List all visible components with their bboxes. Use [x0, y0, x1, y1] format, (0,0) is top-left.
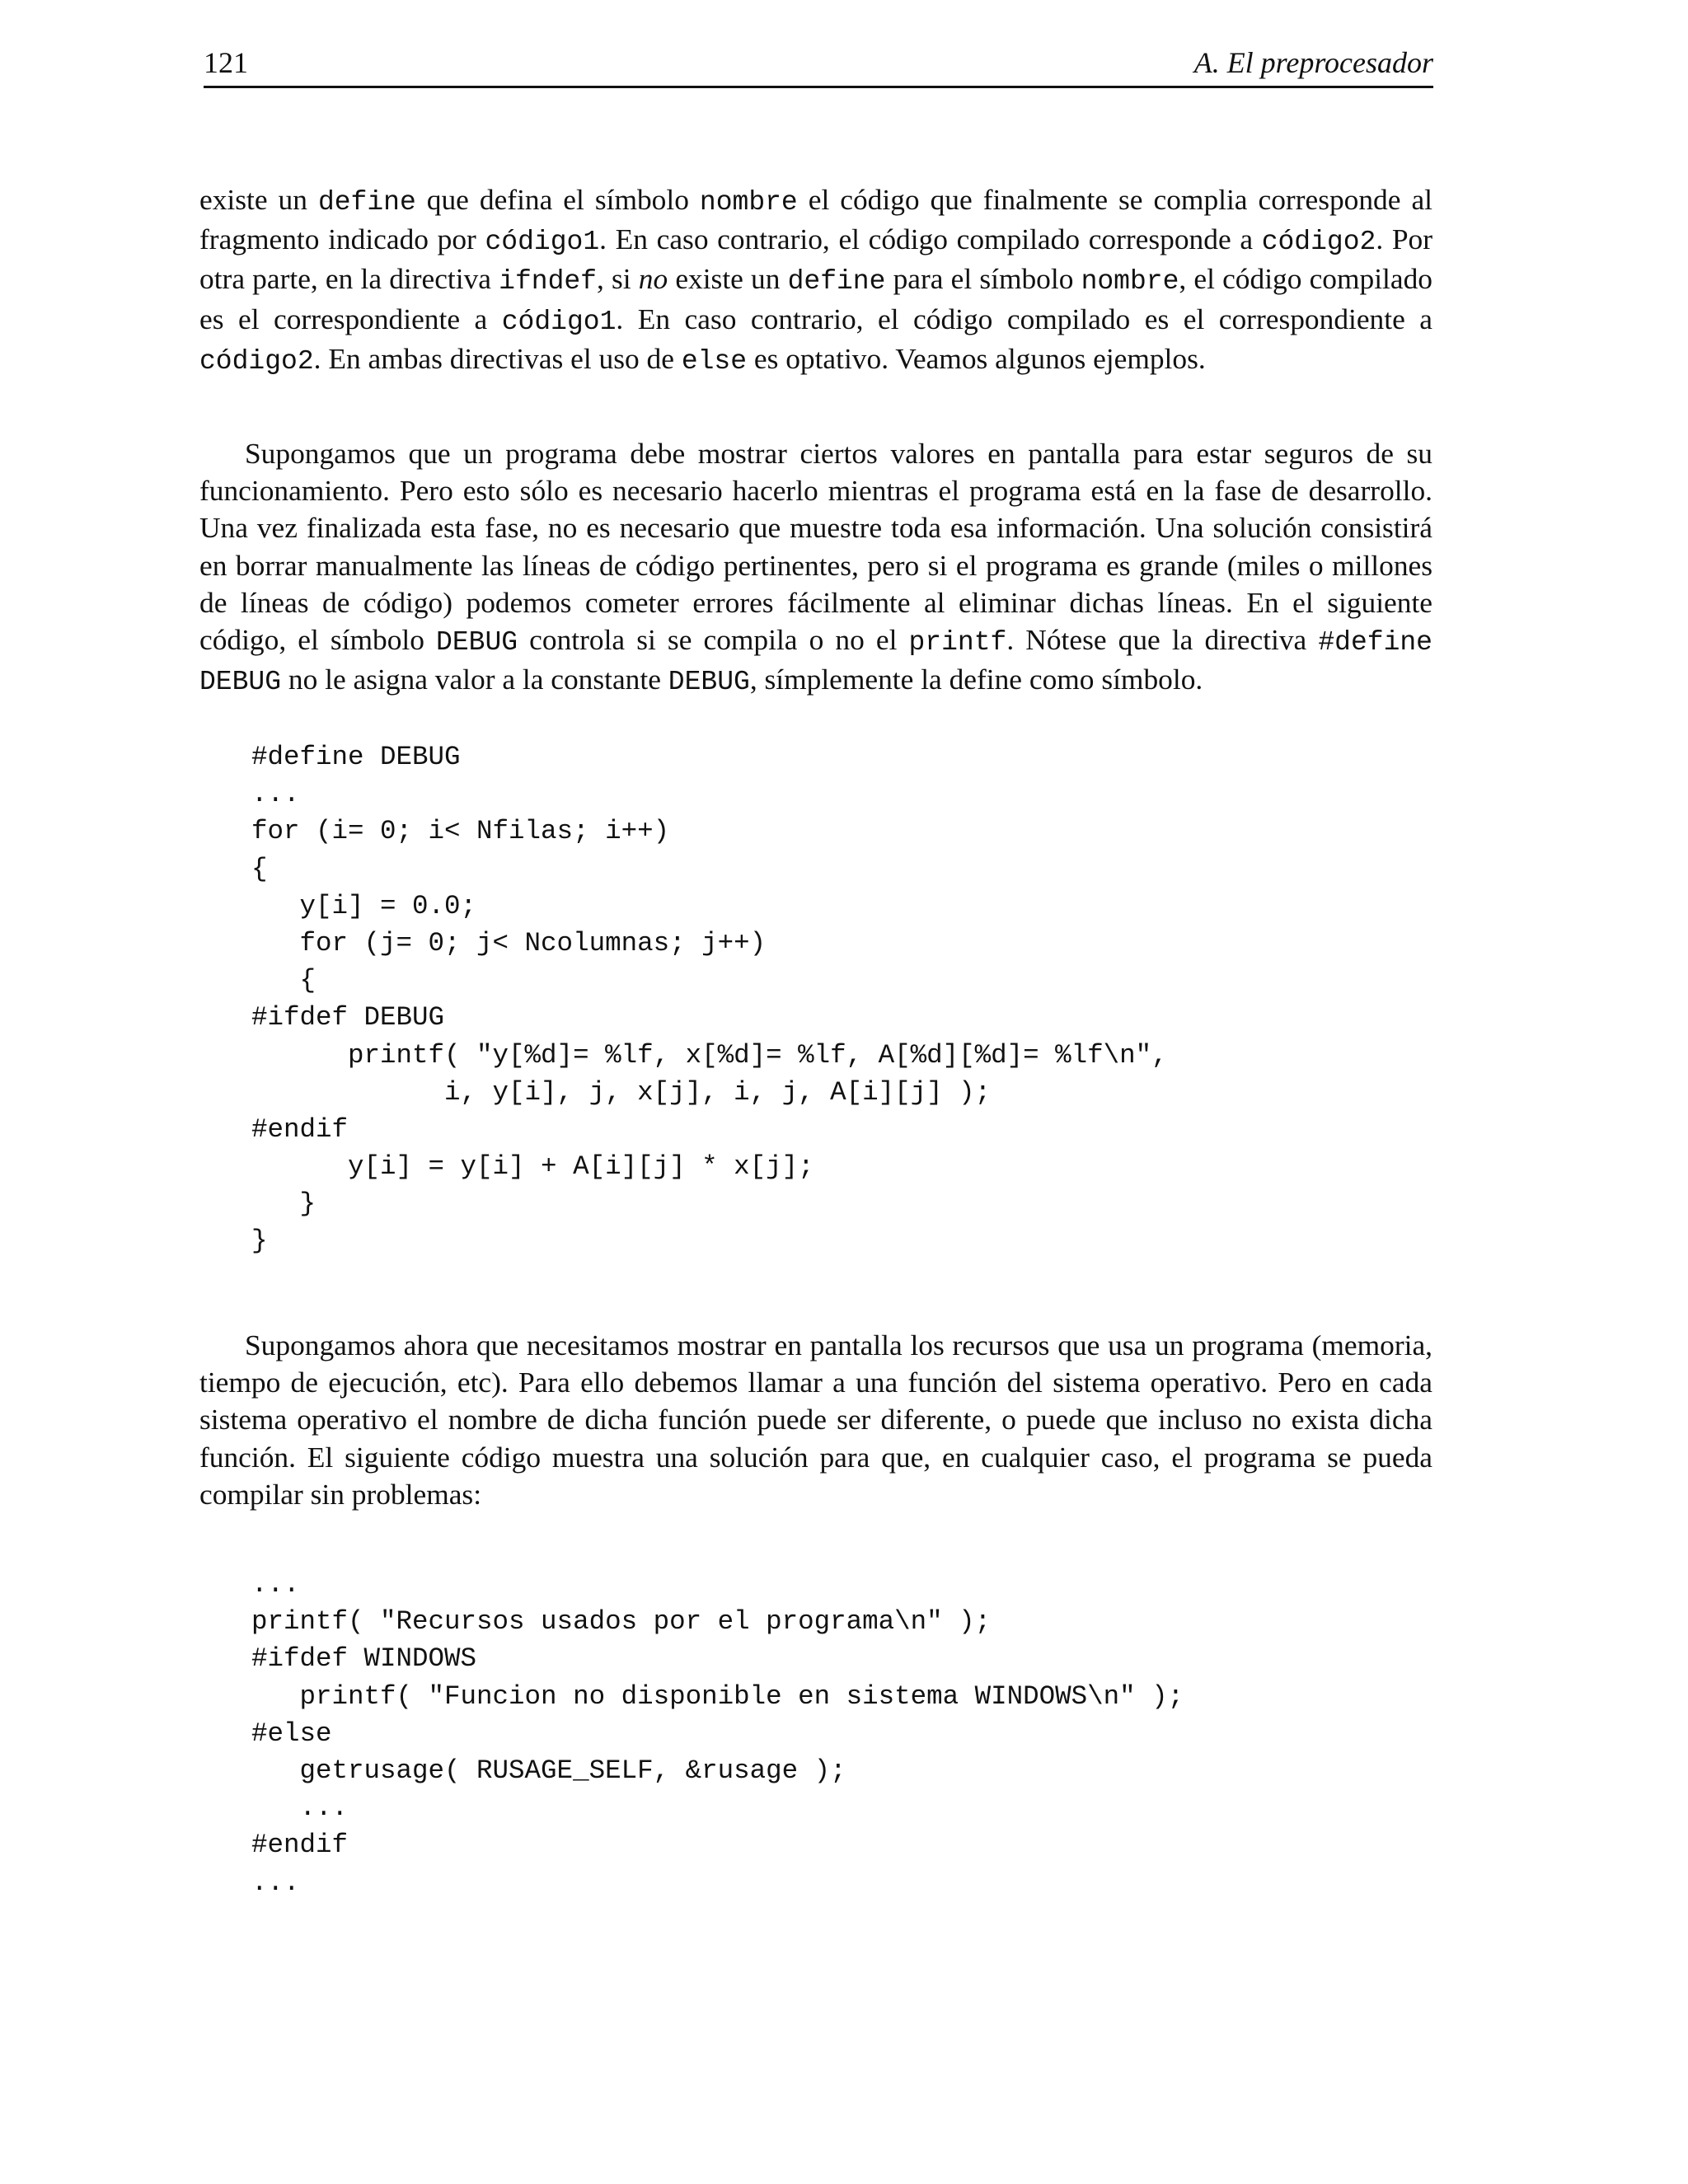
text-run: es optativo. Veamos algunos ejemplos.: [747, 341, 1206, 375]
body-paragraph: [199, 435, 1432, 701]
text-run: existe un: [199, 183, 318, 216]
inline-code: código1: [485, 227, 600, 258]
text-run: . En ambas directivas el uso de: [313, 341, 682, 375]
body-paragraph: [199, 181, 1432, 380]
text-run: controla si se compila o no el: [518, 623, 909, 657]
code-line: y[i] = 0.0;: [251, 890, 477, 921]
code-line: getrusage( RUSAGE_SELF, &rusage );: [251, 1755, 846, 1786]
inline-code: DEBUG: [436, 627, 518, 658]
code-line: printf( "Funcion no disponible en sistema WINDOWS\n" );: [251, 1680, 1184, 1712]
code-line: i, y[i], j, x[j], i, j, A[i][j] );: [251, 1076, 992, 1108]
text-run: . En caso contrario, el código compilado es el correspondiente a: [616, 302, 1432, 335]
code-block: [251, 738, 1168, 1260]
inline-code: código1: [501, 306, 617, 337]
code-line: }: [251, 1226, 268, 1257]
code-line: ...: [251, 1793, 349, 1824]
inline-code: #define DEBUG: [199, 627, 1432, 698]
text-run: para el símbolo: [885, 262, 1081, 296]
text-run: el código que finalmente se complia corresponde al fragmento indicado por: [199, 183, 1432, 256]
inline-code: define: [787, 266, 886, 298]
code-line: printf( "Recursos usados por el programa\n" );: [251, 1606, 992, 1638]
inline-code: DEBUG: [668, 667, 750, 698]
inline-code: else: [681, 345, 748, 377]
code-line: ...: [251, 779, 300, 810]
text-run: . Por otra parte, en la directiva: [199, 223, 1433, 296]
inline-code: nombre: [1081, 266, 1179, 298]
page-header: [204, 46, 1433, 88]
code-line: #ifdef WINDOWS: [251, 1643, 477, 1675]
text-run: , si: [596, 262, 639, 296]
emphasis-text: no: [638, 262, 668, 296]
chapter-title: A. El preprocesador: [1193, 46, 1433, 79]
page-number: 121: [204, 46, 248, 79]
body-paragraph: [199, 1327, 1432, 1513]
text-run: no le asigna valor a la constante: [281, 663, 668, 696]
code-line: ...: [251, 1569, 300, 1600]
text-run: existe un: [668, 262, 788, 296]
text-run: , símplemente la define como símbolo.: [749, 663, 1203, 696]
inline-code: define: [317, 187, 416, 218]
code-line: for (i= 0; i< Nfilas; i++): [251, 816, 670, 847]
code-line: #else: [251, 1718, 332, 1749]
inline-code: printf: [908, 627, 1007, 658]
text-run: , el código compilado es el correspondiente a: [199, 262, 1432, 335]
code-line: ...: [251, 1867, 300, 1898]
text-run: que defina el símbolo: [415, 183, 700, 216]
text-run: Supongamos que un programa debe mostrar ciertos valores en pantalla para estar seguros de su funcionamiento. Pero esto sólo es necesario hacerlo mientras el programa está en la fase de desarrollo. Una vez finalizada esta fase, no es necesario que muestre toda esa información. Una solución consistirá en borrar manualmente las líneas de código pertinentes, pero si el programa es grande (miles o millones de líneas de código) podemos cometer errores fácilmente al eliminar dichas líneas. En el siguiente código, el símbolo: [199, 437, 1432, 657]
code-line: #endif: [251, 1830, 349, 1861]
code-line: #define DEBUG: [251, 742, 461, 772]
text-run: . Nótese que la directiva: [1006, 623, 1319, 657]
inline-code: código2: [1261, 227, 1376, 258]
text-run: Supongamos ahora que necesitamos mostrar en pantalla los recursos que usa un programa (memoria, tiempo de ejecución, etc). Para ello debemos llamar a una función del sistema operativo. Pero en cada sistema operativo el nombre de dicha función puede ser diferente, o puede que incluso no exista dicha función. El siguiente código muestra una solución para que, en cualquier caso, el programa se pueda compilar sin problemas:: [199, 1329, 1432, 1511]
code-line: {: [251, 965, 316, 996]
code-line: y[i] = y[i] + A[i][j] * x[j];: [251, 1151, 814, 1183]
code-line: for (j= 0; j< Ncolumnas; j++): [251, 927, 767, 958]
code-line: #ifdef DEBUG: [251, 1002, 445, 1033]
code-block: [251, 1566, 1184, 1901]
code-line: {: [251, 853, 268, 884]
code-line: printf( "y[%d]= %lf, x[%d]= %lf, A[%d][%d]= %lf\n",: [251, 1039, 1168, 1071]
code-line: #endif: [251, 1113, 349, 1145]
text-run: . En caso contrario, el código compilado corresponde a: [599, 223, 1262, 256]
inline-code: ifndef: [499, 266, 597, 298]
inline-code: código2: [199, 345, 314, 377]
inline-code: nombre: [699, 187, 798, 218]
code-line: }: [251, 1188, 316, 1220]
